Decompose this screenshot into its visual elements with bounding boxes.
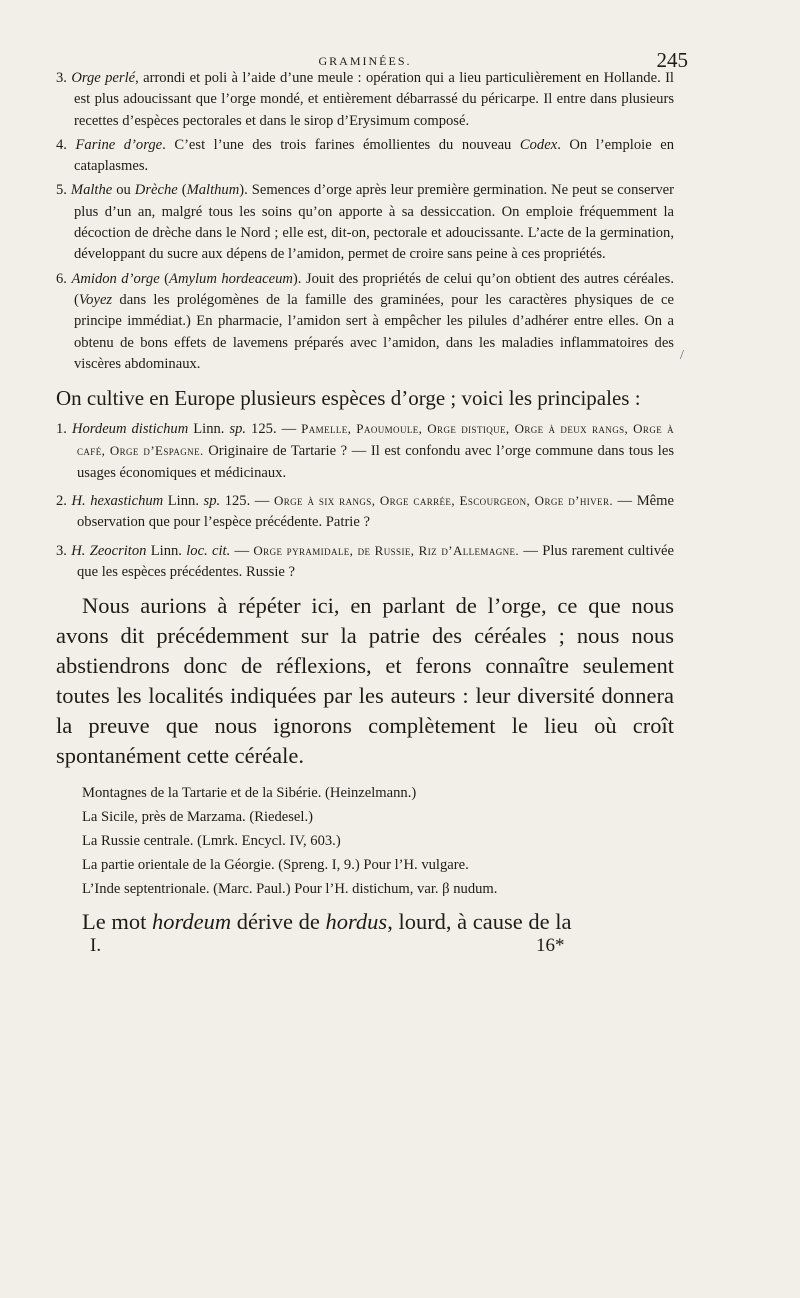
list-item: 2. H. hexastichum Linn. sp. 125. — Orge à six rangs, Orge carrée, Escourgeon, Orge d’hiver. — Même observation que pour l’espèce précédente. Patrie ? [56, 493, 674, 531]
page-footer [56, 937, 674, 967]
list-item: 3. Orge perlé, arrondi et poli à l’aide d’une meule : opération qui a lieu particulièrement en Hollande. Il est plus adoucissant que l’orge mondé, et entièrement débarrassé du péricarpe. Il entre dans plusieurs recettes d’espèces pectorales et dans le sirop d’Erysimum composé. [56, 70, 674, 129]
preparations-list [56, 68, 674, 375]
list-item: L’Inde septentrionale. (Marc. Paul.) Pour l’H. distichum, var. β nudum. [82, 881, 498, 898]
continuation-line: Le mot hordeum dérive de hordus, lourd, à cause de la [82, 909, 572, 935]
running-title: GRAMINÉES. [318, 54, 412, 68]
list-item: La Russie centrale. (Lmrk. Encycl. IV, 603.) [82, 833, 341, 850]
list-item: 1. Hordeum distichum Linn. sp. 125. — Pamelle, Paoumoule, Orge distique, Orge à deux rangs, Orge à café, Orge d’Espagne. Originaire de Tartarie ? — Il est confondu avec l’orge commune dans tous les usages économiques et médicinaux. [56, 421, 675, 481]
species-intro: On cultive en Europe plusieurs espèces d’orge ; voici les principales : [56, 386, 641, 411]
localities-list [56, 781, 674, 901]
list-item: Montagnes de la Tartarie et de la Sibérie. (Heinzelmann.) [82, 785, 417, 802]
list-item: La partie orientale de la Géorgie. (Spreng. I, 9.) Pour l’H. vulgare. [82, 857, 469, 874]
signature-mark: I. [90, 935, 102, 957]
list-item: 4. Farine d’orge. C’est l’une des trois farines émollientes du nouveau Codex. On l’emploie en cataplasmes. [56, 136, 675, 175]
list-item: 5. Malthe ou Drèche (Malthum). Semences d’orge après leur première germination. Ne peut se conserver plus d’un an, malgré tous les soins qu’on apporte à sa dessiccation. On emploie fréquemment la décoction de drèche dans le Nord ; elle est, dit-on, pectorale et adoucissante. L’acte de la germination, développant du sucre aux dépens de l’amidon, permet de croire sans peine à ces propriétés. [56, 182, 675, 263]
list-item: 6. Amidon d’orge (Amylum hordeaceum). Jouit des propriétés de celui qu’on obtient des autres céréales. (Voyez dans les prolégomènes de la famille des graminées, pour les caractères physiques de ce principe immédiat.) En pharmacie, l’amidon sert à empêcher les pilules d’adhérer entre elles. On a obtenu de bons effets de lavemens préparés avec l’amidon, dans les maladies inflammatoires des viscères abdominaux. [56, 270, 674, 372]
signature-number: 16* [536, 935, 565, 957]
margin-mark: / [680, 348, 684, 363]
page-header [56, 38, 688, 72]
list-item: 3. H. Zeocriton Linn. loc. cit. — Orge pyramidale, de Russie, Riz d’Allemagne. — Plus rarement cultivée que les espèces précédentes. Russie ? [56, 542, 674, 580]
page-number: 245 [656, 48, 688, 72]
body-paragraph: Nous aurions à répéter ici, en parlant de l’orge, ce que nous avons dit précédemment sur la patrie des céréales ; nous nous abstiendrons donc de réflexions, et ferons connaître seulement toutes les localités indiquées par les auteurs : leur diversité donnera la preuve que nous ignorons complètement le lieu où croît spontanément cette céréale. [56, 593, 674, 769]
book-page [56, 38, 688, 967]
list-item: La Sicile, près de Marzama. (Riedesel.) [82, 809, 313, 826]
species-list [56, 418, 674, 583]
